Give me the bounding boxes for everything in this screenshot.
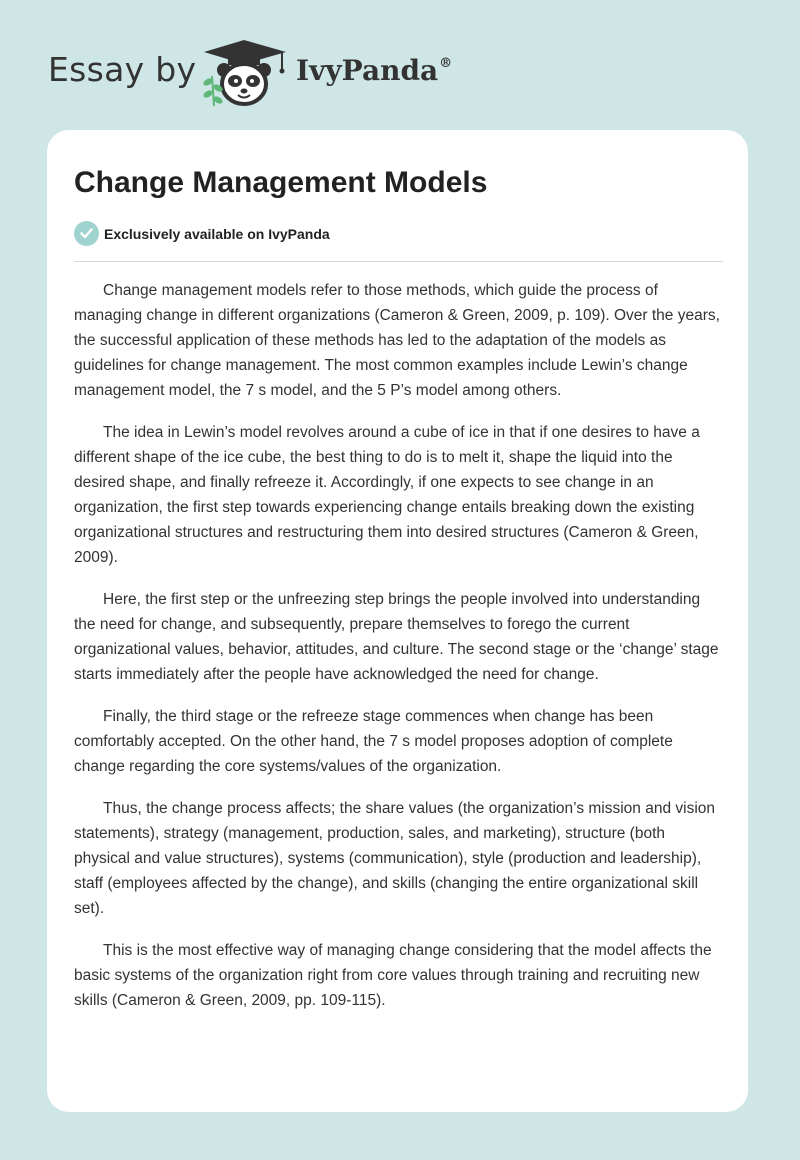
- paragraph: Here, the first step or the unfreezing step brings the people involved into understanding the need for change, and subsequently, prepare themselves to forego the current organizational values, behavior, attitudes, and culture. The second stage or the ‘change’ stage starts immediately after the people have acknowledged the need for change.: [74, 591, 719, 683]
- article-body: [74, 278, 723, 1030]
- title-divider: [74, 261, 723, 262]
- paragraph: The idea in Lewin’s model revolves around a cube of ice in that if one desires to have a different shape of the ice cube, the best thing to do is to melt it, shape the liquid into the desired shape, and finally refreeze it. Accordingly, if one expects to see change in an organization, the first step towards experiencing change entails breaking down the existing organizational structures and restructuring them into desired structures (Cameron & Green, 2009).: [74, 424, 700, 566]
- article-card: [47, 130, 748, 1112]
- paragraph: Thus, the change process affects; the share values (the organization’s mission and vision statements), strategy (management, production, sales, and marketing), structure (both physical and value structures), systems (communication), style (production and leadership), staff (employees affected by the change), and skills (changing the entire organizational skill set).: [74, 800, 716, 917]
- paragraph: This is the most effective way of managing change considering that the model affects the basic systems of the organization right from core values through training and recruiting new skills (Cameron & Green, 2009, pp. 109-115).: [74, 942, 712, 1009]
- panda-graduate-icon[interactable]: [200, 36, 292, 110]
- page-title: Change Management Models: [74, 166, 488, 199]
- exclusive-badge: [74, 221, 330, 246]
- brand-logo-text[interactable]: [296, 54, 452, 87]
- paragraph: Finally, the third stage or the refreeze stage commences when change has been comfortably accepted. On the other hand, the 7 s model proposes adoption of complete change regarding the core systems/values of the organization.: [74, 708, 673, 775]
- paragraph: Change management models refer to those methods, which guide the process of managing change in different organizations (Cameron & Green, 2009, p. 109). Over the years, the successful application of these methods has led to the adaptation of the models as guidelines for change management. The most common examples include Lewin’s change management model, the 7 s model, and the 5 P’s model among others.: [74, 282, 720, 399]
- essay-by-label: Essay by: [48, 50, 197, 89]
- check-icon: [74, 221, 99, 246]
- site-header: [0, 0, 800, 130]
- trademark-symbol: ®: [439, 56, 453, 71]
- brand-name: IvyPanda: [296, 54, 439, 87]
- exclusive-badge-label: Exclusively available on IvyPanda: [104, 225, 330, 242]
